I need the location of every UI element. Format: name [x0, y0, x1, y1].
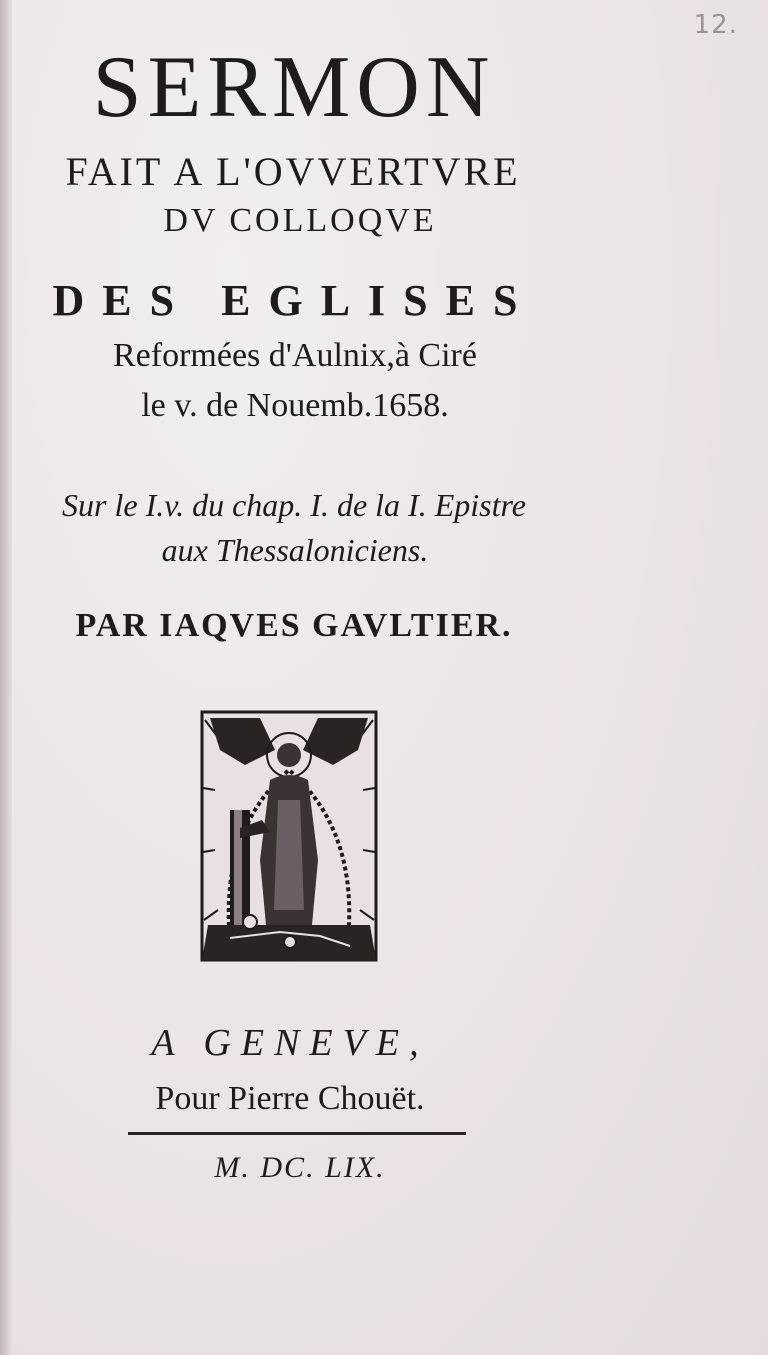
- author-line: PAR IAQVES GAVLTIER.: [75, 607, 513, 644]
- imprint-printer: Pour Pierre Chouët.: [155, 1080, 425, 1117]
- subtitle-line-5: le v. de Nouemb.1658.: [141, 387, 449, 424]
- imprint-year: M. DC. LIX.: [214, 1151, 386, 1184]
- folio-number: 12.: [693, 10, 738, 40]
- subtitle-line-2: DV COLLOQVE: [163, 202, 437, 239]
- imprint-rule: [128, 1132, 466, 1135]
- subtitle-line-3: DES EGLISES: [52, 276, 536, 325]
- page-title: SERMON: [92, 39, 496, 136]
- imprint-place: A GENEVE,: [151, 1022, 429, 1064]
- subtitle-line-1: FAIT A L'OVVERTVRE: [65, 149, 521, 194]
- subtitle-line-4: Reformées d'Aulnix,à Ciré: [113, 337, 477, 374]
- printers-device-woodcut: [200, 710, 378, 962]
- scripture-reference-line-1: Sur le I.v. du chap. I. de la I. Epistre: [62, 487, 526, 523]
- scripture-reference-line-2: aux Thessaloniciens.: [161, 532, 429, 568]
- binding-gutter: [0, 0, 12, 1355]
